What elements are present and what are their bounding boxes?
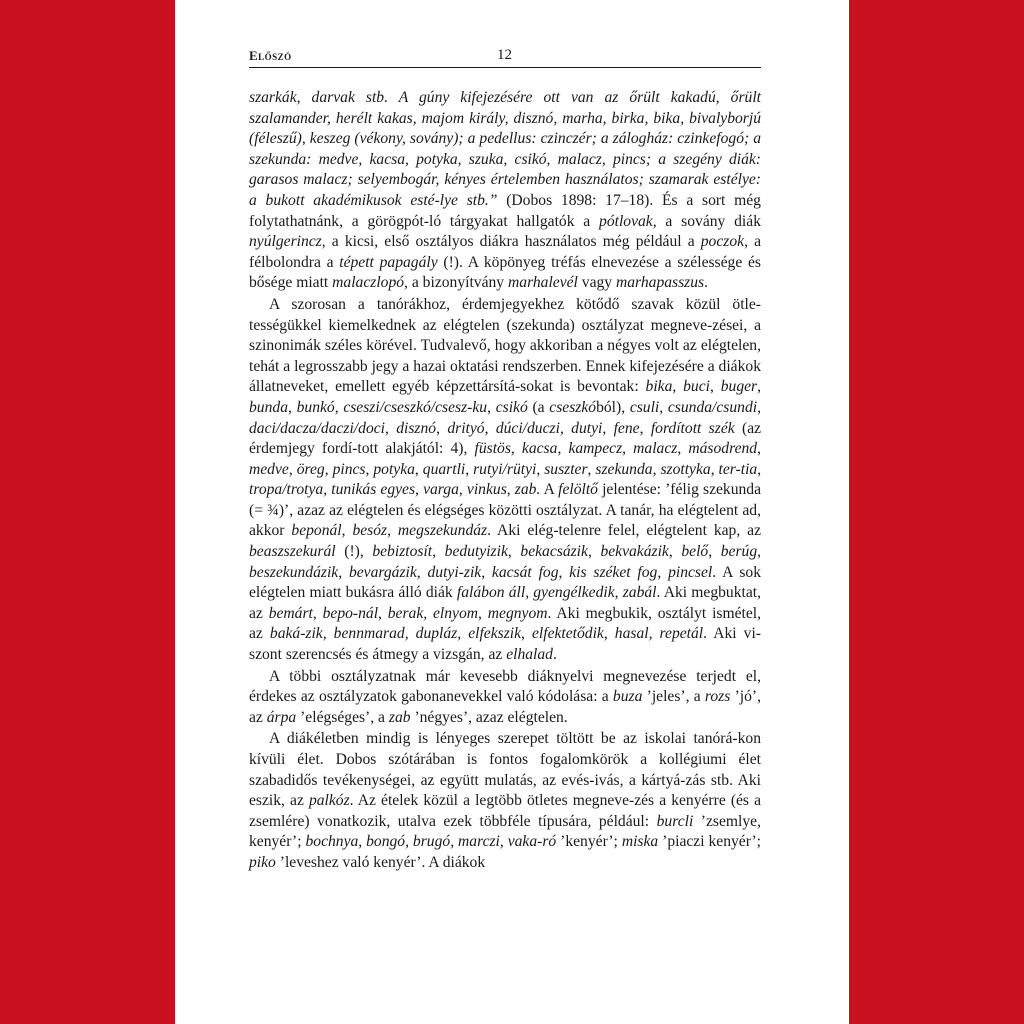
- text-run: (Dobos 1898: 17–18). És a sort még folytathatnánk, a görögpót-ló tárgyakat hallgatók a: [249, 191, 761, 230]
- italic-term: csunda/csundi: [667, 398, 758, 416]
- text-run: ,: [416, 563, 428, 581]
- italic-term: bevargázik: [348, 563, 417, 581]
- body-text: [249, 88, 761, 874]
- italic-term: poczok: [700, 233, 745, 251]
- italic-term: bemárt, bepo-nál, berak, elnyom, megnyom: [268, 604, 548, 622]
- text-run: ’kenyér’;: [556, 833, 622, 851]
- text-run: A: [540, 481, 559, 499]
- text-run: . Az ételek közül a legtöbb ötletes megneve-zés a kenyérre (és a zsemlére) vonatkozik, utalva ezek többféle típusára, például:: [249, 792, 762, 830]
- italic-term: beszekundázik: [249, 563, 339, 581]
- text-run: ’jó’, az: [249, 688, 761, 726]
- text-run: ,: [432, 543, 445, 561]
- text-run: ,: [487, 398, 496, 416]
- italic-term: árpa: [266, 708, 297, 726]
- page-number: 12: [497, 47, 512, 63]
- italic-term: pincs: [332, 460, 366, 478]
- book-page: [175, 0, 849, 1024]
- text-run: ból),: [596, 398, 630, 416]
- italic-term: öreg: [296, 460, 325, 478]
- italic-term: potyka: [373, 460, 415, 478]
- text-run: ,: [324, 460, 333, 478]
- text-run: ,: [709, 378, 721, 396]
- text-run: ,: [652, 460, 661, 478]
- italic-term: bunda: [249, 398, 288, 416]
- text-run: ’piaczi kenyér’;: [658, 833, 762, 851]
- text-run: ,: [334, 398, 344, 416]
- italic-term: bekvakázik: [600, 543, 669, 561]
- italic-term: szekunda: [595, 460, 653, 478]
- text-run: a sovány diák: [656, 212, 761, 230]
- text-run: ,: [710, 460, 719, 478]
- text-run: ,: [481, 563, 492, 581]
- text-run: ,: [341, 522, 353, 540]
- italic-term: szottyka: [660, 460, 711, 478]
- italic-term: belő: [681, 543, 709, 561]
- text-run: ,: [757, 543, 762, 561]
- text-run: ,: [639, 419, 651, 437]
- text-run: vagy: [577, 274, 616, 292]
- text-run: (!). A köpönyeg tréfás elnevezése a szélessége és bősége miatt: [249, 253, 761, 292]
- italic-term: dutyi: [571, 419, 603, 437]
- italic-term: beaszszekurál: [249, 543, 336, 561]
- text-run: ,: [338, 563, 349, 581]
- italic-term: kacsát fog: [491, 563, 559, 581]
- italic-term: szarkák, darvak stb. A gúny kifejezésére ott van az őrült kakadú, őrült szalamander, herélt kakas, majom király, disznó, marha, birka, bika, bivalyborjú (féleszű), keszeg (vékony, sovány); a pedellus: czinczér; a zálogház: czinkefogó; a szekunda: medve, kacsa, potyka, szuka, csikó, malacz, pincs; a szegény diák: garasos malacz; selyembogár, kényes értelemben használatos; szamarak estélye: a bukott akadémikusok esté-lye stb.”: [249, 89, 761, 209]
- paragraph: [249, 667, 761, 729]
- italic-term: tunikás egyes: [331, 481, 416, 499]
- italic-term: kacsa: [521, 440, 558, 458]
- text-run: . A sok elégtelen miatt bukásra álló diák: [249, 563, 761, 602]
- italic-term: marhalevél: [508, 274, 578, 292]
- text-run: . Aki vi-szont szerencsés és átmegy a vizsgán, az: [249, 625, 761, 664]
- italic-term: quartli: [422, 460, 466, 478]
- text-run: ,: [668, 543, 682, 561]
- text-run: ,: [507, 543, 521, 561]
- italic-term: marhapasszus: [616, 274, 705, 292]
- text-run: ’négyes’, azaz elégtelen.: [410, 708, 568, 726]
- text-run: ,: [323, 481, 332, 499]
- text-run: ,: [510, 440, 522, 458]
- text-run: ,: [602, 419, 614, 437]
- text-run: (!),: [335, 543, 373, 561]
- italic-term: cseszkó: [549, 398, 597, 416]
- text-run: A diákéletben mindig is lényeges szerepet töltött be az iskolai tanórá-kon kívüli élet. Dobos szótárában is fontos fogalomkörök a kollégiumi élet szabadidős tevékenységei, az együtt mulatás, az evés-ivás, a kártyá-zás stb. Aki eszik, az: [249, 730, 761, 810]
- italic-term: bochnya, bongó, brugó, marczi, vaka-ró: [305, 833, 557, 851]
- italic-term: nyúlgerincz: [249, 233, 322, 251]
- text-run: ’zsemlye, kenyér’;: [249, 812, 761, 851]
- text-run: ,: [559, 419, 572, 437]
- text-run: (a: [527, 398, 550, 416]
- text-run: ,: [558, 563, 570, 581]
- text-run: . Aki elég-telenre felel, elégtelent kap, az: [487, 522, 761, 540]
- italic-term: zab: [388, 708, 411, 726]
- italic-term: burcli: [656, 812, 694, 830]
- italic-term: medve: [249, 460, 289, 478]
- italic-term: bedutyizik: [444, 543, 508, 561]
- italic-term: drityó: [447, 419, 485, 437]
- italic-term: palkóz: [308, 792, 350, 810]
- italic-term: bebiztosít: [372, 543, 433, 561]
- italic-term: tépett papagály: [339, 253, 438, 271]
- italic-term: fordított szék: [650, 419, 735, 437]
- italic-term: kampecz: [568, 440, 623, 458]
- italic-term: besóz: [352, 522, 388, 540]
- italic-term: baká-zik, bennmarad, dupláz, elfekszik, elfektetődik, hasal, repetál: [269, 625, 704, 643]
- italic-term: cseszi/cseszkó/csesz-ku: [343, 398, 488, 416]
- italic-term: falábon áll, gyengélkedik, zabál: [456, 584, 657, 602]
- italic-term: másodrend: [688, 440, 758, 458]
- italic-term: daci/dacza/daczi/doci: [249, 419, 385, 437]
- text-run: ,: [587, 460, 596, 478]
- text-run: ,: [465, 460, 474, 478]
- italic-term: felöltő: [558, 481, 598, 499]
- italic-term: kis széket fog, pincsel: [569, 563, 713, 581]
- text-run: a bizonyítvány: [407, 274, 509, 292]
- italic-term: beponál: [291, 522, 342, 540]
- text-run: ,: [757, 378, 762, 396]
- text-run: .: [704, 274, 709, 292]
- text-run: A többi osztályzatnak már kevesebb diáknyelvi megnevezése terjedt el, érdekes az osztályzatok gabonanevekkel való kódolása: a: [249, 667, 761, 706]
- italic-term: rozs: [704, 688, 731, 706]
- italic-term: elhalad: [506, 646, 553, 664]
- text-run: ,: [587, 543, 601, 561]
- text-run: ,: [288, 460, 297, 478]
- text-run: ,: [458, 481, 467, 499]
- italic-term: vinkus, zab.: [466, 481, 541, 499]
- paragraph: [249, 295, 761, 666]
- italic-term: buza: [612, 688, 643, 706]
- text-run: ,: [385, 419, 397, 437]
- italic-term: malaczlopó,: [332, 274, 408, 292]
- text-run: ,: [287, 398, 297, 416]
- italic-term: dúci/duczi: [495, 419, 560, 437]
- italic-term: csuli: [629, 398, 660, 416]
- italic-term: bekacsázik: [520, 543, 588, 561]
- italic-term: miska: [621, 833, 659, 851]
- text-run: ,: [757, 460, 762, 478]
- text-run: ,: [387, 522, 398, 540]
- italic-term: malacz: [633, 440, 678, 458]
- italic-term: csikó: [495, 398, 528, 416]
- text-run: ,: [659, 398, 668, 416]
- paragraph: [249, 729, 761, 873]
- text-run: , a félbolondra a: [249, 233, 761, 271]
- italic-term: rutyi/rütyi: [473, 460, 537, 478]
- text-run: ,: [415, 481, 424, 499]
- italic-term: berúg: [720, 543, 758, 561]
- italic-term: buger: [720, 378, 758, 396]
- italic-term: varga: [423, 481, 459, 499]
- text-run: ,: [757, 398, 762, 416]
- text-run: . Aki megbukik, osztályt ismétel, az: [249, 604, 762, 643]
- text-run: ,: [365, 460, 374, 478]
- italic-term: fene: [613, 419, 640, 437]
- text-run: ’jeles’, a: [642, 688, 705, 706]
- italic-term: füstös: [474, 440, 511, 458]
- italic-term: megszekundáz: [397, 522, 488, 540]
- text-run: ’elégséges’, a: [296, 708, 389, 726]
- text-run: ,: [622, 440, 634, 458]
- text-run: .: [552, 646, 557, 664]
- text-run: ,: [757, 440, 761, 458]
- text-run: A szorosan a tanórákhoz, érdemjegyekhez kötődő szavak közül ötle-tességükkel kiemelkednek az elégtelen (szekunda) osztályzat megneve-zései, a szinonimák széles körével. Tudvalevő, hogy akkoriban a négyes volt az elégtelen, tehát a legrosszabb jegy a hazai oktatási rendszerben. Ennek kifejezésére a diákok állatneveket, emellett egyéb képzettársítá-sokat is bevontak:: [249, 295, 761, 396]
- running-header: [249, 47, 761, 68]
- text-run: ,: [436, 419, 448, 437]
- text-run: ’leveshez való kenyér’. A diákok: [275, 853, 486, 871]
- text-run: . Aki megbuktat, az: [249, 584, 761, 622]
- italic-term: pótlovak,: [599, 212, 657, 230]
- text-run: ,: [677, 440, 689, 458]
- text-run: (az érdemjegy fordí-tott alakjától: 4),: [249, 419, 762, 458]
- italic-term: tropa/trotya: [249, 481, 324, 499]
- section-title: Előszó: [249, 48, 292, 63]
- text-run: ,: [708, 543, 721, 561]
- italic-term: buci: [683, 378, 710, 396]
- text-run: ,: [536, 460, 545, 478]
- text-run: , a kicsi, első osztályos diákra használatos még például a: [321, 233, 701, 251]
- italic-term: dutyi-zik: [427, 563, 482, 581]
- text-run: ,: [557, 440, 569, 458]
- italic-term: ter-tia: [718, 460, 758, 478]
- text-run: ,: [484, 419, 496, 437]
- text-run: jelentése: ’félig szekunda (= ¾)’, azaz az elégtelen és elégséges közötti osztályzat. A tanár, ha elégtelent ad, akkor: [249, 481, 762, 540]
- text-run: ,: [672, 378, 684, 396]
- paragraph: [249, 88, 761, 294]
- italic-term: suszter: [544, 460, 588, 478]
- text-run: ,: [414, 460, 423, 478]
- italic-term: piko: [249, 853, 276, 871]
- italic-term: bika: [645, 378, 673, 396]
- italic-term: disznó: [396, 419, 437, 437]
- italic-term: bunkó: [296, 398, 335, 416]
